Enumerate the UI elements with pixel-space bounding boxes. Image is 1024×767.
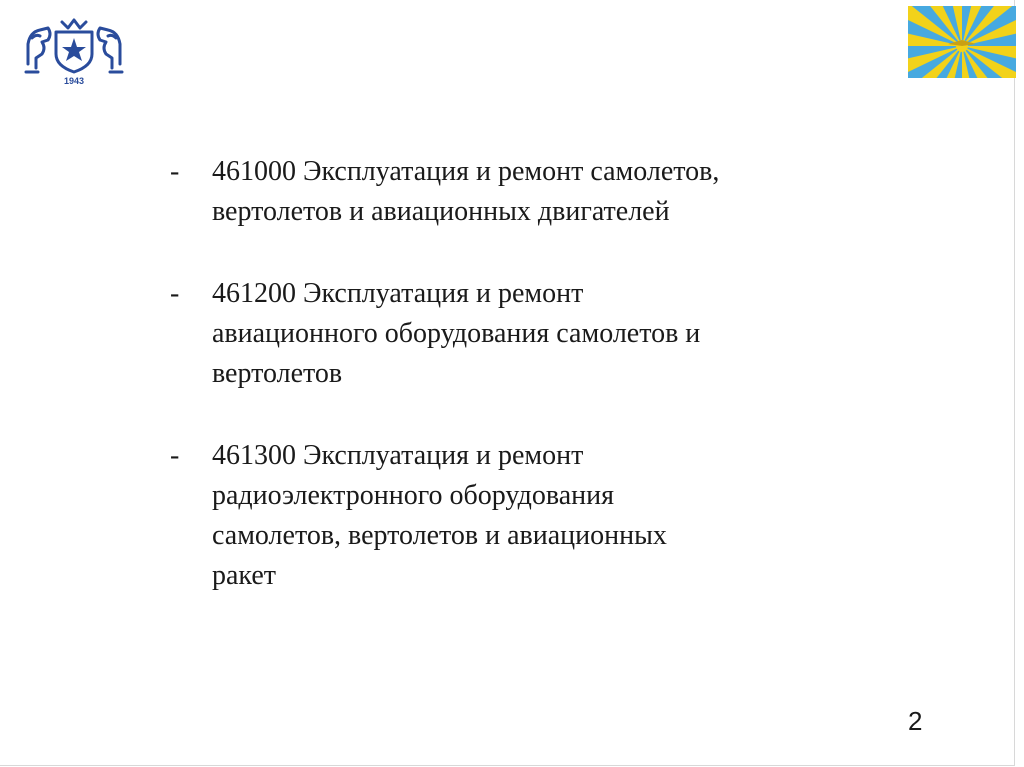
list-item-line: 461300 Эксплуатация и ремонт bbox=[212, 440, 584, 471]
list-item-line: радиоэлектронного оборудования bbox=[212, 480, 614, 511]
list-bullet: - bbox=[170, 278, 180, 309]
university-emblem-icon bbox=[22, 14, 126, 86]
list-bullet: - bbox=[170, 156, 180, 187]
emblem-year: 1943 bbox=[63, 76, 85, 86]
list-item-text bbox=[212, 274, 930, 394]
list-item-line: авиационного оборудования самолетов и bbox=[212, 318, 701, 349]
list-item-text bbox=[212, 152, 930, 232]
list-item-line: ракет bbox=[212, 560, 276, 591]
list-item bbox=[170, 436, 930, 596]
page-number: 2 bbox=[908, 706, 923, 736]
list-item bbox=[170, 274, 930, 394]
list-item-line: 461000 Эксплуатация и ремонт самолетов, bbox=[212, 156, 720, 187]
list-item-line: 461200 Эксплуатация и ремонт bbox=[212, 278, 584, 309]
list-bullet: - bbox=[170, 440, 180, 471]
list-item bbox=[170, 152, 930, 232]
list-item-line: самолетов, вертолетов и авиационных bbox=[212, 520, 667, 551]
air-force-flag-icon bbox=[908, 6, 1016, 78]
list-item-line: вертолетов и авиационных двигателей bbox=[212, 196, 670, 227]
list-item-text bbox=[212, 436, 930, 596]
slide-body bbox=[170, 152, 930, 638]
list-item-line: вертолетов bbox=[212, 358, 343, 389]
